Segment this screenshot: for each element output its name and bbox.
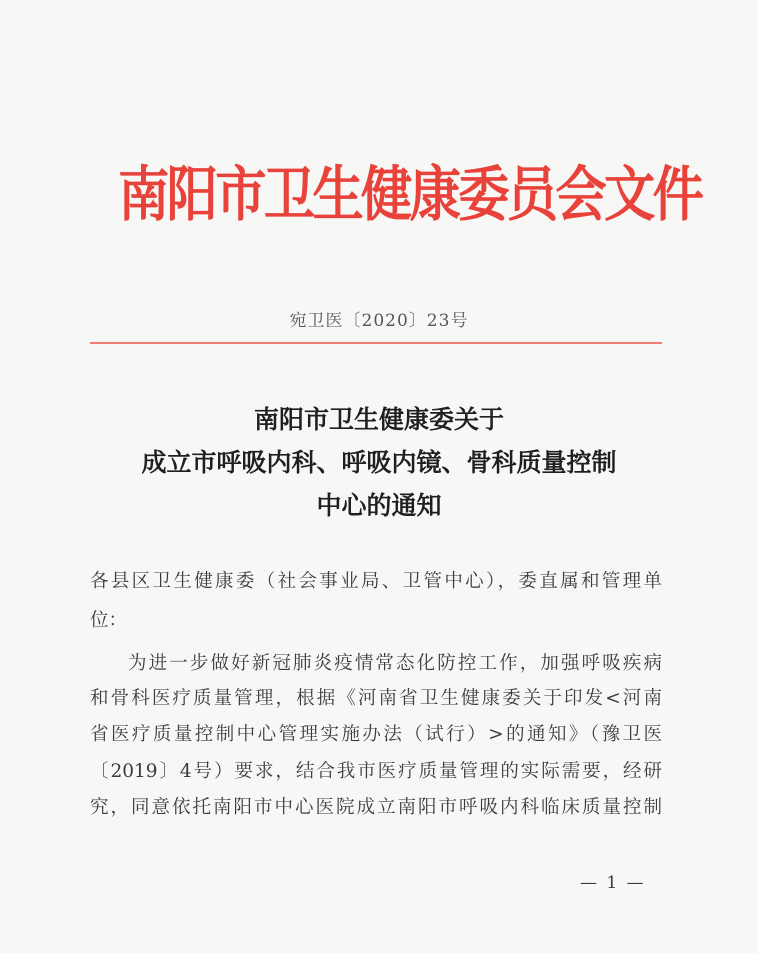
body-paragraph-line-4: 〔2019〕4号）要求，结合我市医疗质量管理的实际需要，经研 [90,761,662,782]
notice-title-line-2: 成立市呼吸内科、呼吸内镜、骨科质量控制 [141,448,617,477]
recipients-line-2: 位： [90,610,128,631]
notice-title-line-3: 中心的通知 [316,491,442,520]
body-paragraph-line-2: 和骨科医疗质量管理，根据《河南省卫生健康委关于印发<河南 [90,688,662,709]
masthead-title: 南阳市卫生健康委员会文件 [118,160,702,230]
red-divider-line [90,342,662,344]
body-paragraph-line-1: 为进一步做好新冠肺炎疫情常态化防控工作，加强呼吸疾病 [128,653,662,674]
recipients-line-1: 各县区卫生健康委（社会事业局、卫管中心），委直属和管理单 [90,571,662,592]
document-number: 宛卫医〔2020〕23号 [289,311,469,331]
body-paragraph-line-5: 究，同意依托南阳市中心医院成立南阳市呼吸内科临床质量控制 [90,797,662,818]
body-paragraph-line-3: 省医疗质量控制中心管理实施办法（试行）>的通知》（豫卫医 [90,724,662,745]
page-number: — 1 — [580,873,646,893]
notice-title-line-1: 南阳市卫生健康委关于 [253,405,504,434]
